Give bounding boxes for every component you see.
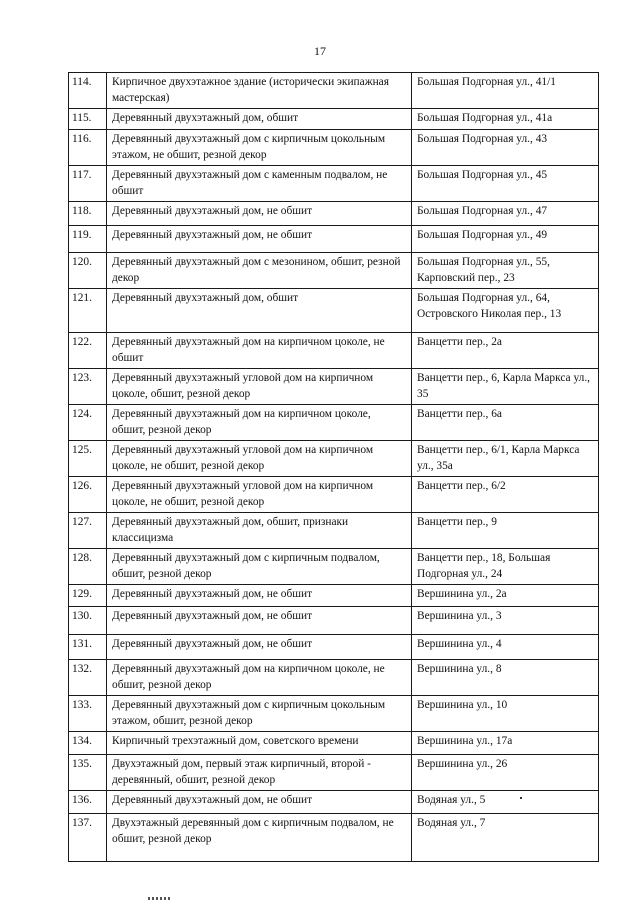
object-address: Вершинина ул., 10 bbox=[412, 696, 599, 732]
object-address: Вершинина ул., 3 bbox=[412, 607, 599, 635]
row-number: 116. bbox=[69, 130, 107, 166]
row-number: 119. bbox=[69, 226, 107, 253]
object-description: Деревянный двухэтажный угловой дом на кирпичном цоколе, не обшит, резной декор bbox=[107, 441, 412, 477]
row-number: 134. bbox=[69, 732, 107, 755]
row-number: 120. bbox=[69, 253, 107, 289]
object-description: Деревянный двухэтажный дом с кирпичным цокольным этажом, не обшит, резной декор bbox=[107, 130, 412, 166]
table-row bbox=[69, 202, 599, 226]
row-number: 126. bbox=[69, 477, 107, 513]
row-number: 129. bbox=[69, 585, 107, 607]
object-address: Ванцетти пер., 2а bbox=[412, 333, 599, 369]
table-row bbox=[69, 477, 599, 513]
row-number: 137. bbox=[69, 814, 107, 862]
object-address: Большая Подгорная ул., 64, Островского Николая пер., 13 bbox=[412, 289, 599, 333]
object-address: Вершинина ул., 17а bbox=[412, 732, 599, 755]
table-row bbox=[69, 333, 599, 369]
object-address: Большая Подгорная ул., 47 bbox=[412, 202, 599, 226]
row-number: 114. bbox=[69, 73, 107, 109]
table-row bbox=[69, 441, 599, 477]
table-row bbox=[69, 73, 599, 109]
table-row bbox=[69, 549, 599, 585]
table-row bbox=[69, 166, 599, 202]
object-description: Деревянный двухэтажный дом с мезонином, обшит, резной декор bbox=[107, 253, 412, 289]
object-address: Водяная ул., 7 bbox=[412, 814, 599, 862]
object-description: Деревянный двухэтажный дом, обшит bbox=[107, 289, 412, 333]
object-description: Двухэтажный деревянный дом с кирпичным подвалом, не обшит, резной декор bbox=[107, 814, 412, 862]
object-address: Большая Подгорная ул., 45 bbox=[412, 166, 599, 202]
object-description: Двухэтажный дом, первый этаж кирпичный, второй - деревянный, обшит, резной декор bbox=[107, 755, 412, 791]
object-address: Большая Подгорная ул., 49 bbox=[412, 226, 599, 253]
page-number: 17 bbox=[314, 44, 326, 58]
object-description: Деревянный двухэтажный дом с каменным подвалом, не обшит bbox=[107, 166, 412, 202]
object-address: Водяная ул., 5 bbox=[412, 791, 599, 814]
table-row bbox=[69, 814, 599, 862]
object-address: Вершинина ул., 26 bbox=[412, 755, 599, 791]
row-number: 121. bbox=[69, 289, 107, 333]
object-description: Деревянный двухэтажный дом на кирпичном цоколе, обшит, резной декор bbox=[107, 405, 412, 441]
row-number: 125. bbox=[69, 441, 107, 477]
table-row bbox=[69, 696, 599, 732]
row-number: 136. bbox=[69, 791, 107, 814]
object-description: Деревянный двухэтажный дом, обшит, признаки классицизма bbox=[107, 513, 412, 549]
table-row bbox=[69, 369, 599, 405]
row-number: 132. bbox=[69, 660, 107, 696]
table-row bbox=[69, 109, 599, 130]
object-description: Деревянный двухэтажный дом, не обшит bbox=[107, 635, 412, 660]
row-number: 122. bbox=[69, 333, 107, 369]
row-number: 123. bbox=[69, 369, 107, 405]
object-address: Вершинина ул., 2а bbox=[412, 585, 599, 607]
object-description: Деревянный двухэтажный дом, не обшит bbox=[107, 791, 412, 814]
object-description: Деревянный двухэтажный дом с кирпичным подвалом, обшит, резной декор bbox=[107, 549, 412, 585]
object-address: Вершинина ул., 8 bbox=[412, 660, 599, 696]
row-number: 115. bbox=[69, 109, 107, 130]
table-body bbox=[69, 73, 599, 862]
row-number: 133. bbox=[69, 696, 107, 732]
object-address: Ванцетти пер., 6/2 bbox=[412, 477, 599, 513]
table-row bbox=[69, 226, 599, 253]
table-row bbox=[69, 732, 599, 755]
row-number: 124. bbox=[69, 405, 107, 441]
row-number: 117. bbox=[69, 166, 107, 202]
object-description: Деревянный двухэтажный дом, обшит bbox=[107, 109, 412, 130]
object-description: Деревянный двухэтажный угловой дом на кирпичном цоколе, обшит, резной декор bbox=[107, 369, 412, 405]
table-row bbox=[69, 585, 599, 607]
row-number: 130. bbox=[69, 607, 107, 635]
footer-dots bbox=[148, 897, 170, 900]
table-row bbox=[69, 635, 599, 660]
table-row bbox=[69, 130, 599, 166]
object-address: Большая Подгорная ул., 41а bbox=[412, 109, 599, 130]
object-description: Деревянный двухэтажный дом на кирпичном цоколе, не обшит, резной декор bbox=[107, 660, 412, 696]
table-row bbox=[69, 289, 599, 333]
row-number: 118. bbox=[69, 202, 107, 226]
row-number: 127. bbox=[69, 513, 107, 549]
object-description: Деревянный двухэтажный дом с кирпичным цокольным этажом, обшит, резной декор bbox=[107, 696, 412, 732]
table-row bbox=[69, 660, 599, 696]
object-description: Деревянный двухэтажный дом, не обшит bbox=[107, 585, 412, 607]
table-row bbox=[69, 253, 599, 289]
object-description: Деревянный двухэтажный дом, не обшит bbox=[107, 202, 412, 226]
table-row bbox=[69, 405, 599, 441]
table-row bbox=[69, 607, 599, 635]
object-description: Деревянный двухэтажный угловой дом на кирпичном цоколе, не обшит, резной декор bbox=[107, 477, 412, 513]
row-number: 131. bbox=[69, 635, 107, 660]
object-address: Ванцетти пер., 6/1, Карла Маркса ул., 35а bbox=[412, 441, 599, 477]
object-address: Ванцетти пер., 6а bbox=[412, 405, 599, 441]
stray-mark bbox=[520, 797, 522, 799]
object-description: Кирпичное двухэтажное здание (исторически экипажная мастерская) bbox=[107, 73, 412, 109]
object-description: Деревянный двухэтажный дом на кирпичном цоколе, не обшит bbox=[107, 333, 412, 369]
object-address: Большая Подгорная ул., 55, Карповский пер., 23 bbox=[412, 253, 599, 289]
table-row bbox=[69, 513, 599, 549]
object-description: Деревянный двухэтажный дом, не обшит bbox=[107, 607, 412, 635]
object-address: Ванцетти пер., 18, Большая Подгорная ул., 24 bbox=[412, 549, 599, 585]
object-address: Ванцетти пер., 9 bbox=[412, 513, 599, 549]
object-description: Деревянный двухэтажный дом, не обшит bbox=[107, 226, 412, 253]
table-row bbox=[69, 755, 599, 791]
row-number: 135. bbox=[69, 755, 107, 791]
table-row bbox=[69, 791, 599, 814]
object-address: Вершинина ул., 4 bbox=[412, 635, 599, 660]
row-number: 128. bbox=[69, 549, 107, 585]
heritage-objects-table bbox=[68, 72, 599, 862]
object-address: Большая Подгорная ул., 43 bbox=[412, 130, 599, 166]
object-address: Ванцетти пер., 6, Карла Маркса ул., 35 bbox=[412, 369, 599, 405]
object-description: Кирпичный трехэтажный дом, советского времени bbox=[107, 732, 412, 755]
object-address: Большая Подгорная ул., 41/1 bbox=[412, 73, 599, 109]
